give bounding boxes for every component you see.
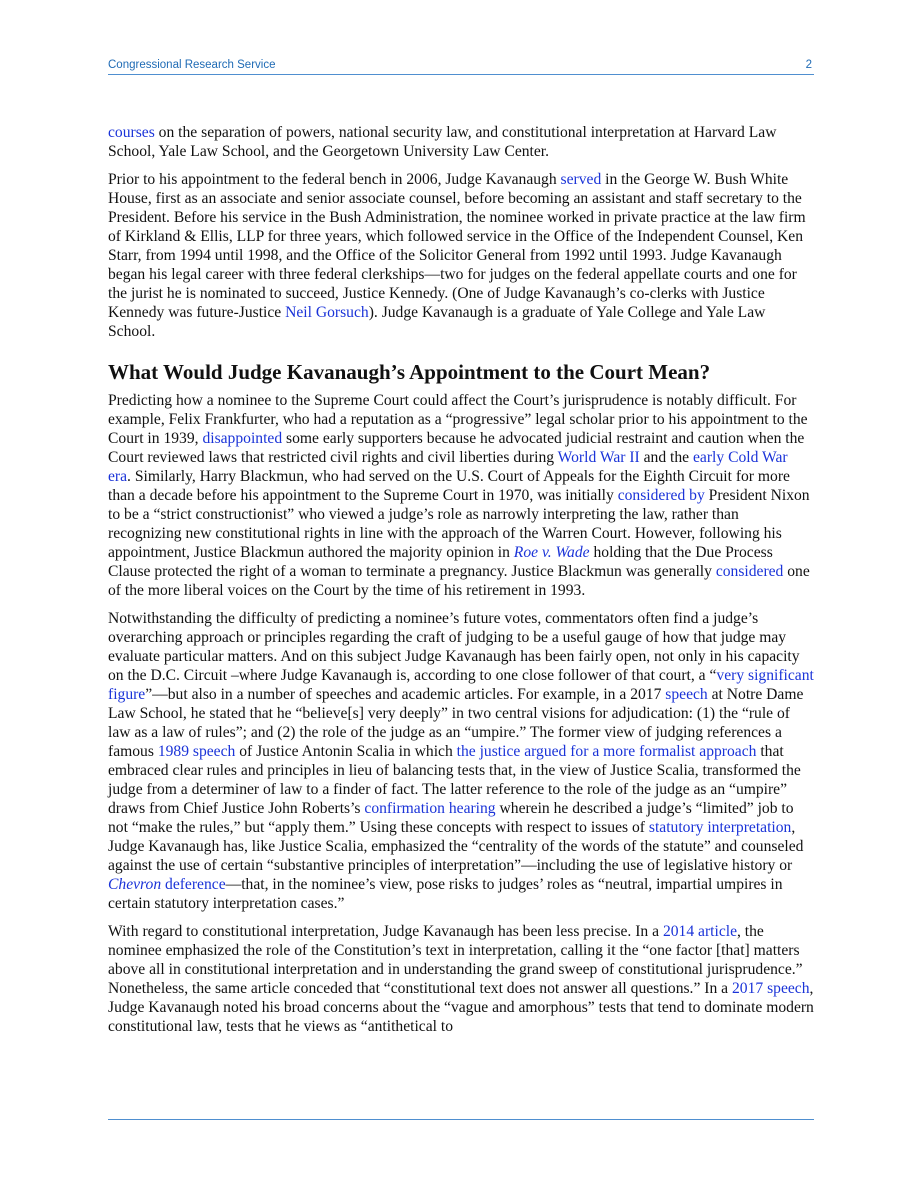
text: , Judge Kavanaugh has, like Justice Scalia, emphasized the “centrality of the words of the statute” and counseled against the use of certain “substantive principles of interpretation”—including the use of legislative history or	[108, 819, 804, 874]
section-heading: What Would Judge Kavanaugh’s Appointment to the Court Mean?	[108, 360, 711, 384]
header-org-name: Congressional Research Service	[108, 59, 276, 71]
link-courses[interactable]: courses	[108, 124, 155, 141]
link-considered[interactable]: considered	[715, 563, 784, 580]
text: Predicting how a nominee to the Supreme Court could affect the Court’s jurisprudence is notably difficult. For example, Felix Frankfurter, who had a reputation as a “progressive” legal scholar prior to his appointment to the Court in 1939,	[108, 392, 808, 447]
link-1989-speech[interactable]: 1989 speech	[157, 743, 236, 760]
text: ). Judge Kavanaugh is a graduate of Yale College and Yale Law School.	[108, 304, 766, 340]
text: on the separation of powers, national security law, and constitutional interpretation at Harvard Law School, Yale Law School, and the Georgetown University Law Center.	[108, 124, 777, 160]
footer-divider	[108, 1119, 814, 1120]
text: Prior to his appointment to the federal bench in 2006, Judge Kavanaugh	[108, 171, 561, 188]
header-page-number: 2	[805, 59, 812, 71]
text: . Similarly, Harry Blackmun, who had served on the U.S. Court of Appeals for the Eighth Circuit for more than a decade before his appointment to the Supreme Court in 1970, was initially	[108, 468, 790, 504]
link-served[interactable]: served	[560, 171, 602, 188]
text: some early supporters because he advocated judicial restraint and caution when the Court reviewed laws that restricted civil rights and civil liberties during	[108, 430, 805, 466]
text: wherein he described a judge’s “limited” job to not “make the rules,” but “apply them.” Using these concepts with respect to issues of	[108, 800, 794, 836]
document-body	[108, 123, 814, 1045]
link-deference[interactable]: deference	[161, 876, 226, 893]
paragraph-4	[108, 609, 814, 913]
link-very-significant-figure[interactable]: very significant figure	[108, 667, 814, 703]
text: ”—but also in a number of speeches and academic articles. For example, in a 2017	[145, 686, 666, 703]
paragraph-1	[108, 123, 814, 161]
link-confirmation-hearing[interactable]: confirmation hearing	[364, 800, 496, 817]
text: President Nixon to be a “strict constructionist” who viewed a judge’s role as narrowly interpreting the law, rather than recognizing new constitutional rights in line with the approach of the Warren Court. However, following his appointment, Justice Blackmun authored the majority opinion in	[108, 487, 810, 561]
text: holding that the Due Process Clause protected the right of a woman to terminate a pregnancy. Justice Blackmun was generally	[108, 544, 773, 580]
text: at Notre Dame Law School, he stated that he “believe[s] very deeply” in two central visions for adjudication: (1) the “rule of law as a law of rules”; and (2) the role of the judge as an “umpire.” The former view of judging references a famous	[108, 686, 804, 760]
text: of Justice Antonin Scalia in which	[235, 743, 457, 760]
paragraph-5	[108, 922, 814, 1036]
link-roe-v-wade[interactable]: Roe v. Wade	[513, 544, 590, 561]
text: —that, in the nominee’s view, pose risks to judges’ roles as “neutral, impartial umpires in certain statutory interpretation cases.”	[108, 876, 783, 912]
link-speech[interactable]: speech	[665, 686, 708, 703]
link-disappointed[interactable]: disappointed	[202, 430, 283, 447]
paragraph-3	[108, 391, 814, 600]
text: in the George W. Bush White House, first as an associate and senior associate counsel, before becoming an assistant and staff secretary to the President. Before his service in the Bush Administration, the nominee worked in private practice at the law firm of Kirkland & Ellis, LLP for three years, which followed service in the Office of the Independent Counsel, Ken Starr, from 1994 until 1998, and the Office of the Solicitor General from 1992 until 1993. Judge Kavanaugh began his legal career with three federal clerkships—two for judges on the federal appellate courts and one for the jurist he is nominated to succeed, Justice Kennedy. (One of Judge Kavanaugh’s co-clerks with Justice Kennedy was future-Justice	[108, 171, 806, 321]
text: that embraced clear rules and principles in lieu of balancing tests that, in the view of Justice Scalia, transformed the judge from a determiner of law to a finder of fact. The latter reference to the role of the judge as an “umpire” draws from Chief Justice John Roberts’s	[108, 743, 801, 817]
text: one of the more liberal voices on the Court by the time of his retirement in 1993.	[108, 563, 810, 599]
link-neil-gorsuch[interactable]: Neil Gorsuch	[285, 304, 369, 321]
link-statutory-interpretation[interactable]: statutory interpretation	[648, 819, 792, 836]
link-2014-article[interactable]: 2014 article	[662, 923, 737, 940]
text: With regard to constitutional interpretation, Judge Kavanaugh has been less precise. In a	[108, 923, 663, 940]
link-chevron[interactable]: Chevron	[108, 876, 162, 893]
link-formalist-approach[interactable]: the justice argued for a more formalist approach	[456, 743, 757, 760]
text: , the nominee emphasized the role of the Constitution’s text in interpretation, calling it the “one factor [that] matters above all in constitutional interpretation and in understanding the grand sweep of constitutional jurisprudence.” Nonetheless, the same article conceded that “constitutional text does not answer all questions.” In a	[108, 923, 803, 997]
text: and the	[639, 449, 693, 466]
link-early-cold-war-era[interactable]: early Cold War era	[108, 449, 788, 485]
link-world-war-ii[interactable]: World War II	[557, 449, 640, 466]
paragraph-2	[108, 170, 814, 341]
link-2017-speech[interactable]: 2017 speech	[732, 980, 810, 997]
text: , Judge Kavanaugh noted his broad concerns about the “vague and amorphous” tests that tend to dominate modern constitutional law, tests that he views as “antithetical to	[108, 980, 814, 1035]
header-divider	[108, 74, 814, 75]
link-considered-by[interactable]: considered by	[617, 487, 705, 504]
text: Notwithstanding the difficulty of predicting a nominee’s future votes, commentators often find a judge’s overarching approach or principles regarding the craft of judging to be a useful gauge of how that judge may evaluate particular matters. And on this subject Judge Kavanaugh has been fairly open, not only in his capacity on the D.C. Circuit –where Judge Kavanaugh is, according to one close follower of that court, a “	[108, 610, 800, 684]
